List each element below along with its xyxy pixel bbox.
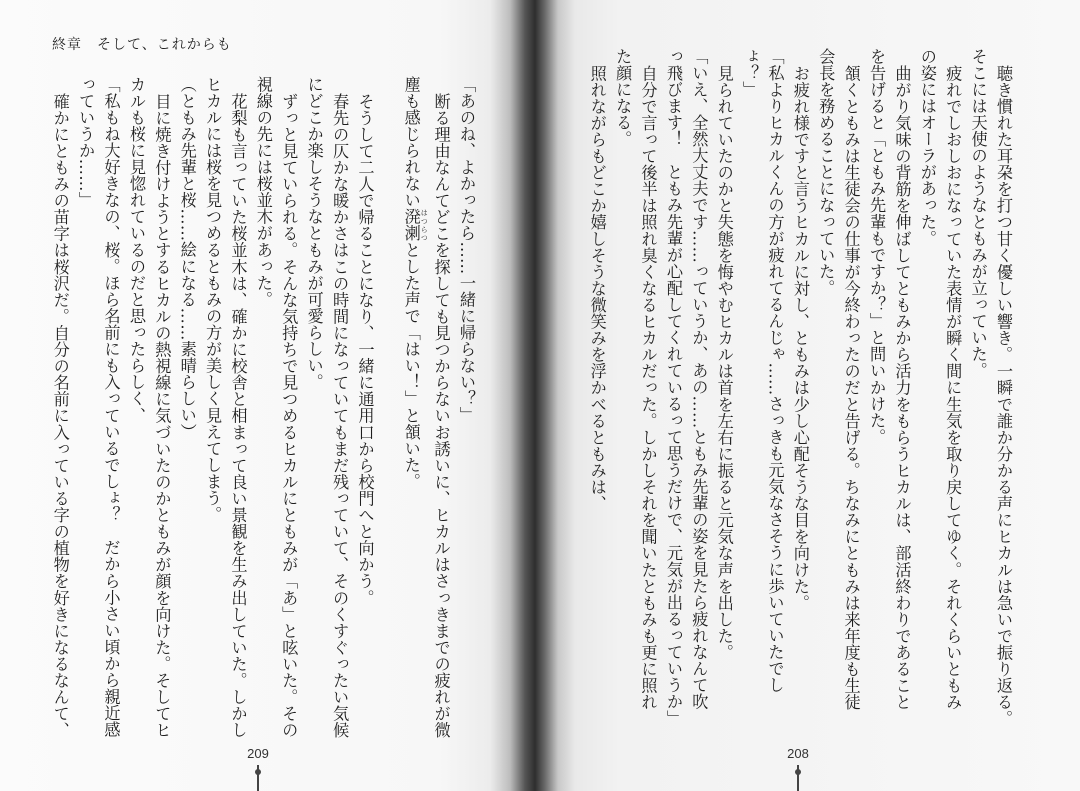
text-column: を告げると「ともみ先輩もですか？」と問いかけた。 — [867, 48, 887, 446]
text-column: お疲れ様ですと言うヒカルに対し、ともみは少し心配そうな目を向けた。 — [790, 64, 810, 611]
text-column: ヒカルには桜を見つめるともみの方が美しく見えてしまう。 — [203, 76, 223, 523]
ruby-reading: はつらつ — [420, 208, 429, 242]
text-column: 目に焼き付けようとするヒカルの熱視線に気づいたのかともみが顔を向けた。そしてヒ — [152, 92, 172, 738]
ruby-base: 溌溂 — [401, 208, 421, 242]
text-column: 会長を務めることになっていた。 — [816, 48, 836, 297]
right-page-body — [584, 48, 1016, 728]
text-column: そうして二人で帰ることになり、一緒に通用口から校門へと向かう。 — [355, 92, 375, 606]
text-column: 花梨も言っていた桜並木は、確かに校舎と相まって良い景観を生み出していた。しかし — [228, 92, 248, 738]
text-column: 確かにともみの苗字は桜沢だ。自分の名前に入っている字の植物を好きになるなんて、 — [50, 92, 70, 738]
text-column: っていうか……」 — [76, 76, 96, 209]
text-column: 曲がり気味の背筋を伸ばしてともみから活力をもらうヒカルは、部活終わりであること — [892, 64, 912, 710]
text-column: そこには天使のようなともみが立っていた。 — [968, 48, 988, 379]
text-column: た顔になる。 — [613, 48, 633, 148]
text-column: 見られていたのかと失態を悔やむヒカルは首を左右に振ると元気な声を出した。 — [714, 64, 734, 661]
text-column: 照れながらもどこか嬉しそうな微笑みを浮かべるともみは、 — [587, 64, 607, 512]
text-column: 聴き慣れた耳朶を打つ甘く優しい響き。一瞬で誰か分かる声にヒカルは急いで振り返る。 — [994, 64, 1013, 727]
folio-marker-right — [797, 765, 799, 791]
text-column: ずっと見ていられる。そんな気持ちで見つめるヒカルにともみが「あ」と呟いた。その — [279, 92, 299, 738]
text-column: 断る理由なんてどこを探しても見つからないお誘いに、ヒカルはさっきまでの疲れが微 — [431, 92, 451, 738]
text-column: 疲れでしおしおになっていた表情が瞬く間に生気を取り戻してゆく。それくらいともみ — [943, 64, 963, 710]
text-column: ょ？」 — [740, 48, 760, 98]
folio-marker-left — [257, 765, 259, 791]
text-column: 「私もね大好きなの、桜。ほら名前にも入っているでしょ？ だから小さい頃から親近感 — [101, 76, 121, 738]
text-column: 春先の仄かな暖かさはこの時間になっていてもまだ残っていて、そのくすぐったい気候 — [330, 92, 350, 738]
text-column: （ともみ先輩と桜……絵になる……素晴らしい） — [177, 76, 197, 441]
page-number-left: 209 — [247, 746, 269, 761]
text-segment: とした声で「はい！」と頷いた。 — [401, 241, 421, 490]
text-column: にどこか楽しそうなともみが可愛らしい。 — [304, 76, 324, 391]
text-column: の姿にはオーラがあった。 — [917, 48, 937, 247]
page-number-right: 208 — [787, 746, 809, 761]
text-column: っ飛びます！ ともみ先輩が心配してくれているって思うだけで、元気が出るっていうか」 — [663, 48, 683, 727]
text-column: 「あのね、よかったら……一緒に帰らない？」 — [457, 76, 476, 424]
text-column: 「いえ、全然大丈夫です……っていうか、あの……ともみ先輩の姿を見たら疲れなんて吹 — [689, 48, 709, 710]
text-segment: 塵も感じられない — [401, 76, 421, 209]
running-head: 終章 そして、これからも — [52, 37, 232, 53]
text-column: 頷くともみは生徒会の仕事が今終わったのだと告げる。ちなみにともみは来年度も生徒 — [841, 64, 861, 710]
text-column: 「私よりヒカルくんの方が疲れてるんじゃ……さっきも元気なさそうに歩いていたでし — [765, 48, 785, 694]
ruby-word — [401, 208, 429, 242]
left-page-body — [47, 76, 479, 756]
text-column: 自分で言って後半は照れ臭くなるヒカルだった。しかしそれを聞いたともみも更に照れ — [638, 64, 658, 710]
text-column: 視線の先には桜並木があった。 — [253, 76, 273, 308]
text-column — [403, 76, 428, 756]
text-column: カルも桜に見惚れているのだと思ったらしく、 — [126, 76, 146, 424]
